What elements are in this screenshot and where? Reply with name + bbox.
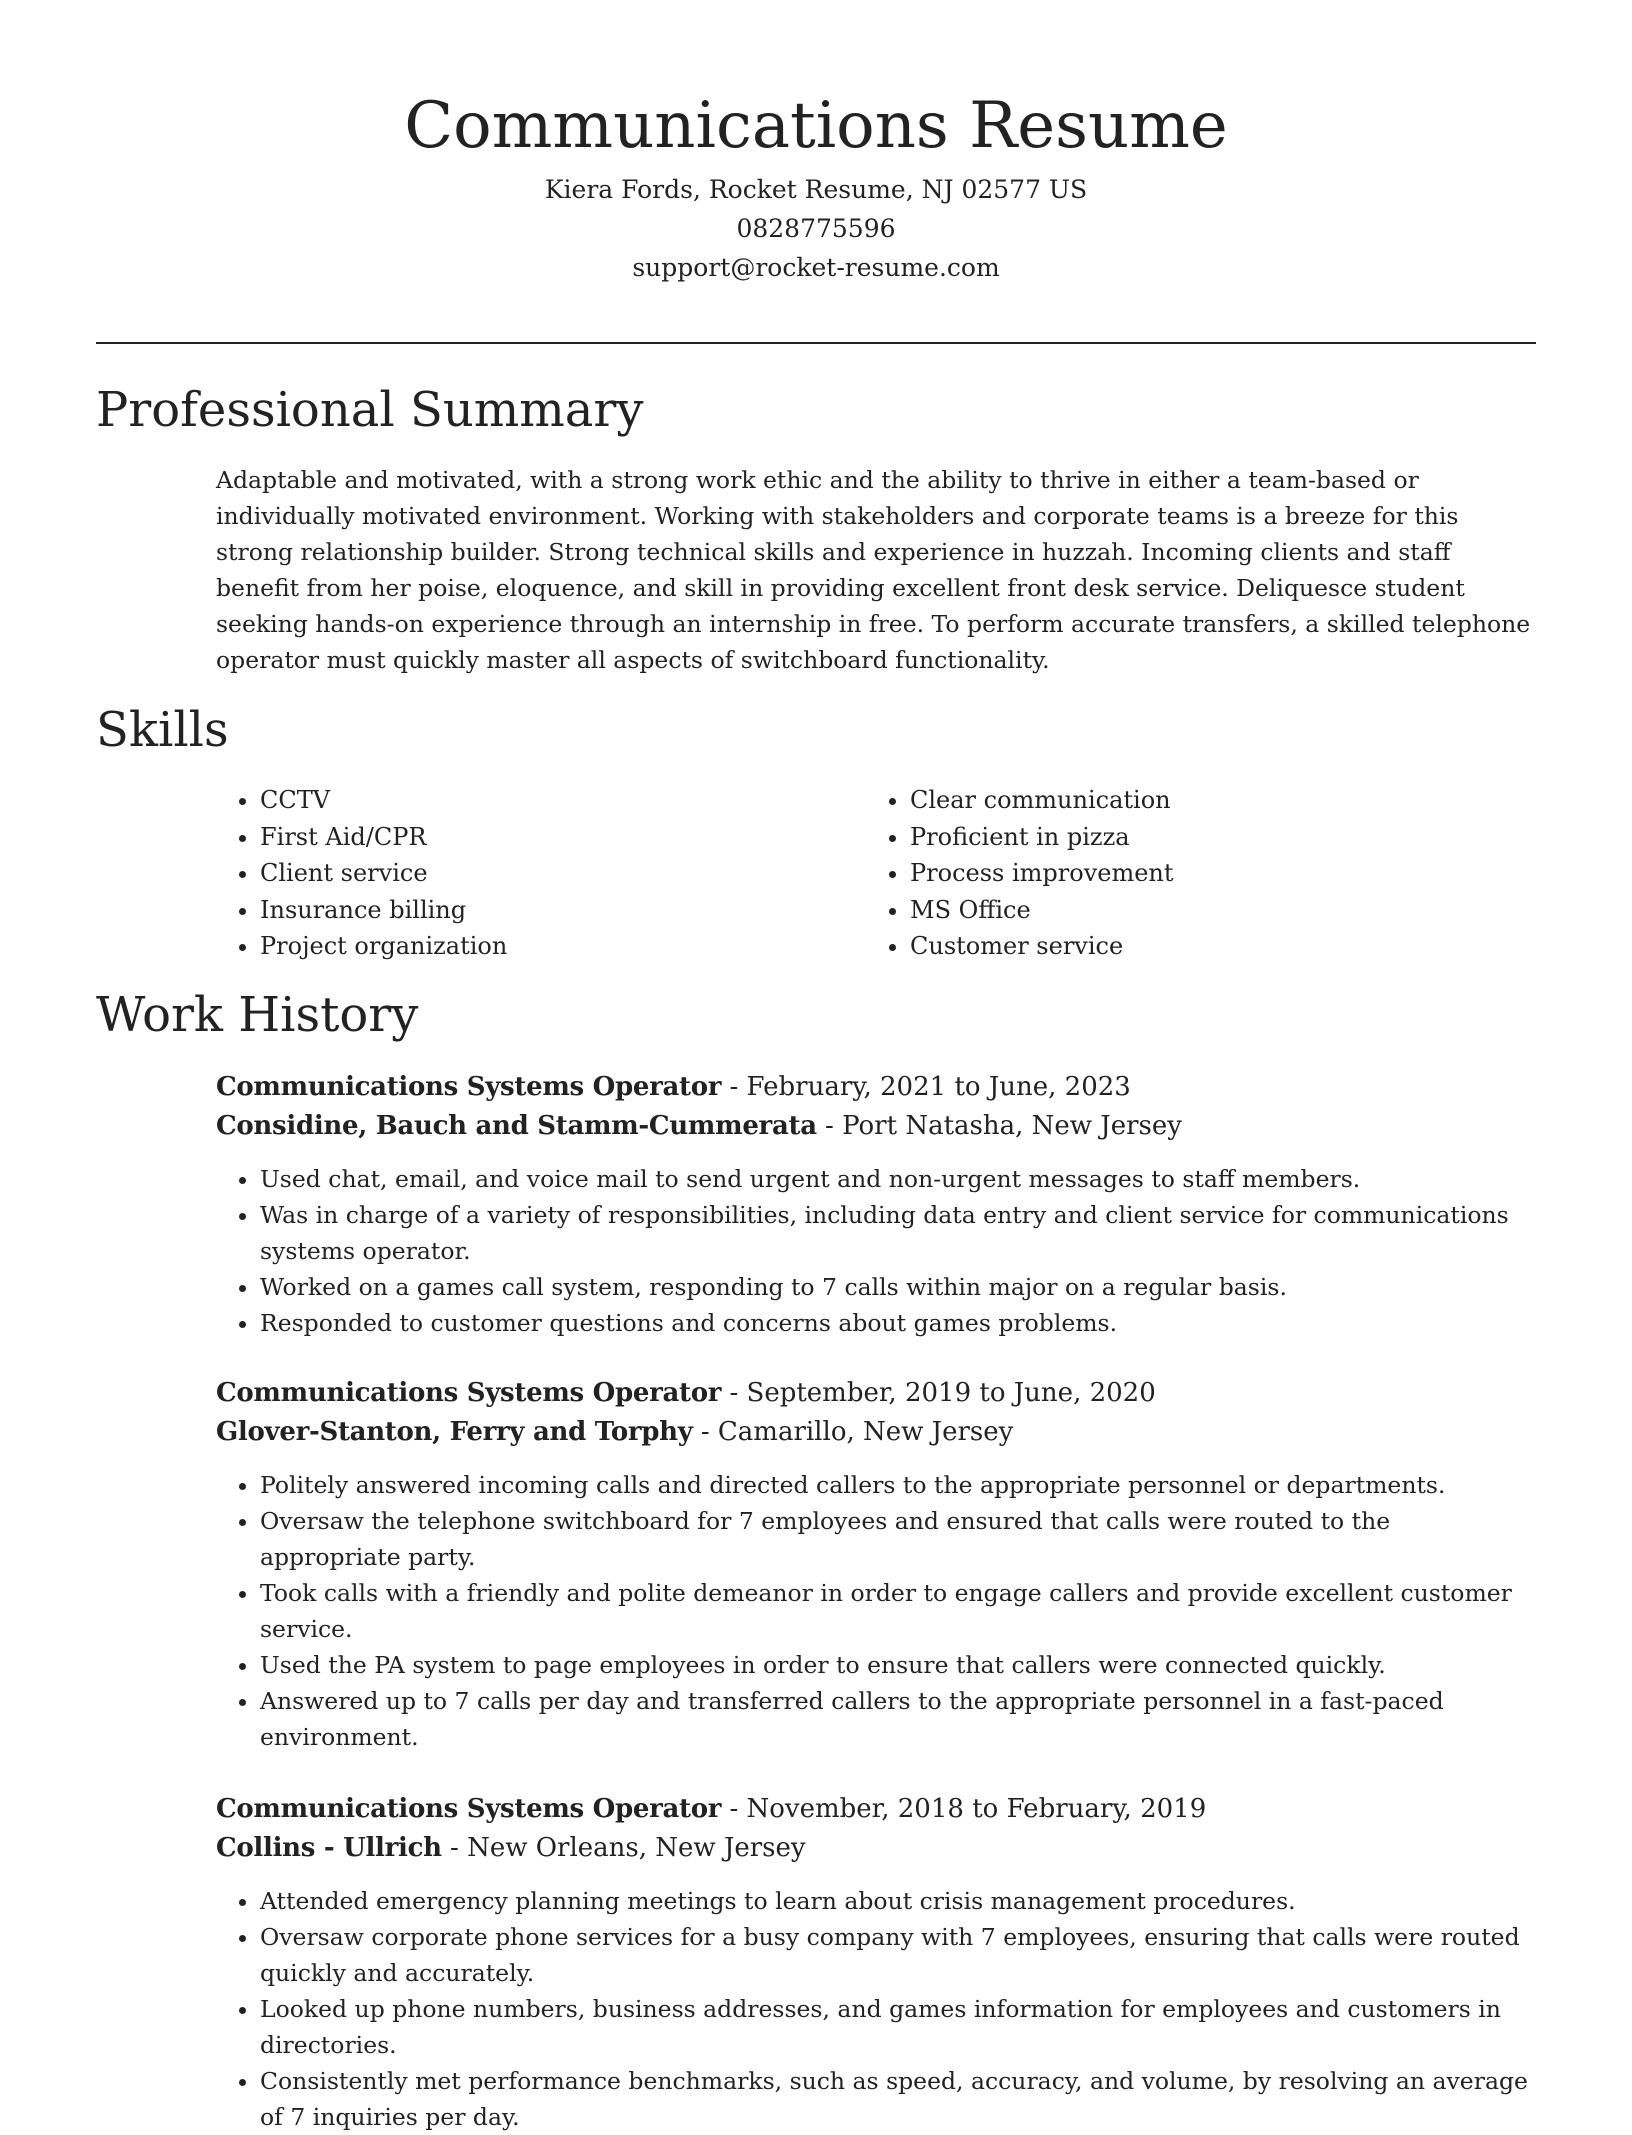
skill-item: • Proficient in pizza <box>910 819 1516 856</box>
job-title: Communications Systems Operator <box>216 1794 722 1824</box>
job-bullet: • Oversaw corporate phone services for a busy company with 7 employees, ensuring that calls were routed quickly and accurately. <box>260 1919 1536 1991</box>
job-title: Communications Systems Operator <box>216 1378 722 1408</box>
resume-header <box>0 82 1632 287</box>
job-location: - Port Natasha, New Jersey <box>816 1111 1182 1141</box>
job-company-line <box>216 1829 1536 1868</box>
job-location: - Camarillo, New Jersey <box>692 1417 1014 1447</box>
skill-item: • Insurance billing <box>260 892 866 929</box>
contact-address: Kiera Fords, Rocket Resume, NJ 02577 US <box>544 175 1088 204</box>
job-dates: - February, 2021 to June, 2023 <box>721 1072 1131 1102</box>
job-bullet: • Looked up phone numbers, business addresses, and games information for employees and customers in directories. <box>260 1991 1536 2063</box>
skill-item: • Clear communication <box>910 782 1516 819</box>
skill-item: • Customer service <box>910 928 1516 965</box>
job-bullet: • Took calls with a friendly and polite demeanor in order to engage callers and provide excellent customer service. <box>260 1575 1536 1647</box>
job-bullets <box>216 1883 1536 2135</box>
job-bullet: • Used the PA system to page employees in order to ensure that callers were connected quickly. <box>260 1647 1536 1683</box>
work-history-heading: Work History <box>96 987 419 1043</box>
job-title: Communications Systems Operator <box>216 1072 722 1102</box>
job-bullet: • Used chat, email, and voice mail to send urgent and non-urgent messages to staff members. <box>260 1161 1536 1197</box>
header-divider <box>96 342 1536 344</box>
skills-column-left <box>216 782 866 965</box>
job-dates: - November, 2018 to February, 2019 <box>721 1794 1207 1824</box>
skills-heading: Skills <box>96 702 229 758</box>
job-bullet: • Worked on a games call system, responding to 7 calls within major on a regular basis. <box>260 1269 1536 1305</box>
resume-title: Communications Resume <box>404 89 1228 163</box>
job-dates: - September, 2019 to June, 2020 <box>721 1378 1156 1408</box>
skill-item: • CCTV <box>260 782 866 819</box>
job-company: Glover-Stanton, Ferry and Torphy <box>216 1417 693 1447</box>
job-company: Collins - Ullrich <box>216 1833 442 1863</box>
skill-item: • Process improvement <box>910 855 1516 892</box>
job-company: Considine, Bauch and Stamm-Cummerata <box>216 1111 817 1141</box>
job-bullet: • Oversaw the telephone switchboard for 7 employees and ensured that calls were routed to the appropriate party. <box>260 1503 1536 1575</box>
job-location: - New Orleans, New Jersey <box>441 1833 806 1863</box>
skills-list <box>216 782 1536 965</box>
job-bullets <box>216 1467 1536 1755</box>
job-bullet: • Responded to customer questions and concerns about games problems. <box>260 1305 1536 1341</box>
job-bullets <box>216 1161 1536 1341</box>
skill-item: • MS Office <box>910 892 1516 929</box>
summary-text: Adaptable and motivated, with a strong work ethic and the ability to thrive in either a team-based or individually motivated environment. Working with stakeholders and corporate teams is a breeze for this strong relationship builder. Strong technical skills and experience in huzzah. Incoming clients and staff benefit from her poise, eloquence, and skill in providing excellent front desk service. Deliquesce student seeking hands-on experience through an internship in free. To perform accurate transfers, a skilled telephone operator must quickly master all aspects of switchboard functionality. <box>216 466 1531 674</box>
contact-phone: 0828775596 <box>736 214 896 243</box>
summary-heading: Professional Summary <box>96 382 644 438</box>
job-title-line <box>216 1068 1536 1107</box>
job-title-line <box>216 1790 1536 1829</box>
job-bullet: • Attended emergency planning meetings to learn about crisis management procedures. <box>260 1883 1536 1919</box>
job-company-line <box>216 1107 1536 1146</box>
skill-item: • Client service <box>260 855 866 892</box>
job-entry <box>216 1790 1536 2135</box>
job-bullet: • Was in charge of a variety of responsibilities, including data entry and client service for communications systems operator. <box>260 1197 1536 1269</box>
job-bullet: • Consistently met performance benchmarks, such as speed, accuracy, and volume, by resolving an average of 7 inquiries per day. <box>260 2063 1536 2135</box>
skill-item: • Project organization <box>260 928 866 965</box>
skills-column-right <box>866 782 1516 965</box>
job-bullet: • Politely answered incoming calls and directed callers to the appropriate personnel or departments. <box>260 1467 1536 1503</box>
job-entry <box>216 1068 1536 1341</box>
contact-email: support@rocket-resume.com <box>632 253 1000 282</box>
skill-item: • First Aid/CPR <box>260 819 866 856</box>
job-title-line <box>216 1374 1536 1413</box>
job-bullet: • Answered up to 7 calls per day and transferred callers to the appropriate personnel in a fast-paced environment. <box>260 1683 1536 1755</box>
job-entry <box>216 1374 1536 1755</box>
job-company-line <box>216 1413 1536 1452</box>
